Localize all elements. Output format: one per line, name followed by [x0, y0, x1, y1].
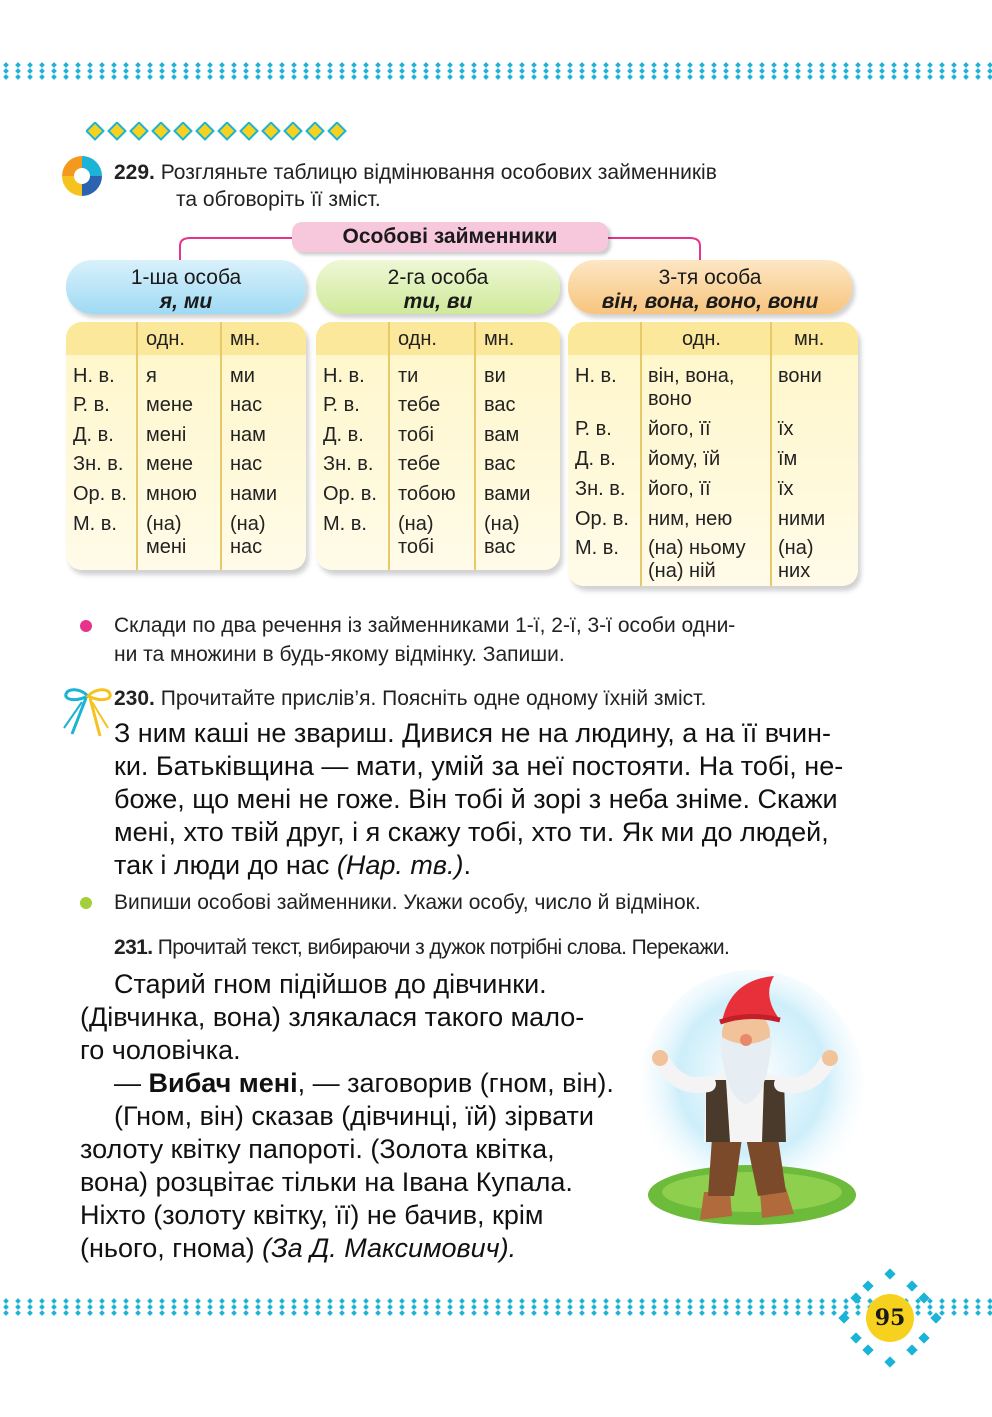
- gnome-illustration: [634, 970, 864, 1232]
- form-plural: ви: [484, 365, 506, 387]
- story-line: вона) розцвітає тільки на Івана Купала.: [80, 1167, 573, 1197]
- case-label: Р. в.: [73, 394, 110, 416]
- case-label: Д. в.: [323, 424, 364, 446]
- case-label: Н. в.: [73, 365, 115, 387]
- exercise-230-prompt: Прочитайте прислів’я. Поясніть одне одному їхній зміст.: [160, 687, 707, 710]
- ribbon-icon: [60, 684, 116, 744]
- exercise-230-number: 230.: [114, 687, 155, 710]
- exercise-229-prompt: Розгляньте таблицю відмінювання особових займенників: [160, 161, 717, 184]
- page-number: 95: [874, 1305, 906, 1331]
- form-singular: (на): [146, 513, 182, 535]
- story-final: (нього, гнома): [80, 1233, 263, 1263]
- case-label: Н. в.: [575, 365, 617, 387]
- form-singular: мені: [146, 424, 187, 446]
- story-dash: —: [114, 1068, 149, 1098]
- exercise-231-prompt: Прочитай текст, вибираючи з дужок потрібні слова. Перекажи.: [157, 936, 730, 959]
- form-singular: йому, їй: [648, 448, 721, 470]
- proverbs-end: .: [463, 850, 471, 880]
- case-label: Ор. в.: [73, 483, 127, 505]
- story-line: золоту квітку папороті. (Золота квітка,: [80, 1134, 555, 1164]
- gnome-story-text: [80, 968, 618, 1265]
- declension-table-second-person: [316, 322, 560, 570]
- col-singular: одн.: [682, 328, 721, 350]
- story-line: Старий гном підійшов до дівчинки.: [114, 969, 547, 999]
- exercise-229-number: 229.: [114, 161, 155, 184]
- form-singular: тобі: [398, 424, 434, 446]
- form-plural: їх: [778, 418, 794, 440]
- story-after-bold: , — заговорив (гном, він).: [297, 1068, 614, 1098]
- form-singular: ти: [398, 365, 419, 387]
- col-singular: одн.: [146, 328, 185, 350]
- group-1-person: 1-ша особа: [130, 266, 242, 289]
- group-3-pronouns: він, вона, воно, вони: [601, 290, 819, 313]
- group-header-second-person: [316, 260, 560, 314]
- form-singular: я: [146, 365, 157, 387]
- form-singular: воно: [648, 388, 692, 410]
- case-label: Р. в.: [323, 394, 360, 416]
- form-plural: їм: [778, 448, 798, 470]
- case-label: М. в.: [73, 513, 117, 535]
- form-plural: (на): [484, 513, 520, 535]
- case-label: Зн. в.: [575, 478, 626, 500]
- proverbs-last-line: так і люди до нас: [114, 850, 337, 880]
- group-2-person: 2-га особа: [387, 266, 489, 289]
- form-plural: ми: [230, 365, 255, 387]
- green-bullet-icon: [80, 897, 92, 909]
- col-plural: мн.: [484, 328, 515, 350]
- form-plural: ними: [778, 508, 826, 530]
- story-line: (Дівчинка, вона) злякалася такого мало-: [80, 1002, 585, 1032]
- col-plural: мн.: [794, 328, 825, 350]
- form-singular: тобі: [398, 536, 434, 558]
- exercise-229-prompt-line2: та обговоріть її зміст.: [176, 188, 381, 211]
- story-line: (Гном, він) сказав (дівчинці, їй) зірвати: [114, 1101, 594, 1131]
- case-label: М. в.: [323, 513, 367, 535]
- story-line: го чоловічка.: [80, 1035, 241, 1065]
- group-header-first-person: [66, 260, 306, 314]
- form-plural: вас: [484, 453, 516, 475]
- declension-table-third-person: [568, 322, 858, 586]
- story-bold-phrase: Вибач мені: [148, 1068, 298, 1098]
- form-plural: них: [778, 560, 811, 582]
- form-plural: нам: [230, 424, 266, 446]
- col-plural: мн.: [230, 328, 261, 350]
- exercise-229-task-line1: Склади по два речення із займенниками 1-ї, 2-ї, 3-ї особи одни-: [114, 614, 736, 637]
- exercise-231-number: 231.: [114, 936, 153, 959]
- case-label: Н. в.: [323, 365, 365, 387]
- form-plural: вас: [484, 394, 516, 416]
- top-ornament-border: [0, 62, 992, 80]
- group-1-pronouns: я, ми: [159, 290, 213, 313]
- case-label: Д. в.: [73, 424, 114, 446]
- case-label: Д. в.: [575, 448, 616, 470]
- form-singular: тобою: [398, 483, 456, 505]
- proverbs-text: [114, 717, 846, 882]
- proverbs-source: (Нар. тв.): [336, 850, 464, 880]
- form-plural: їх: [778, 478, 794, 500]
- group-3-person: 3-тя особа: [658, 266, 762, 289]
- form-plural: (на): [778, 537, 814, 559]
- form-singular: (на): [398, 513, 434, 535]
- form-plural: вони: [778, 365, 822, 387]
- case-label: М. в.: [575, 537, 619, 559]
- case-label: Ор. в.: [323, 483, 377, 505]
- story-line: Ніхто (золоту квітку, її) не бачив, крім: [80, 1200, 544, 1230]
- pink-bullet-icon: [80, 620, 92, 632]
- declension-table-first-person: [66, 322, 306, 570]
- exercise-230-task: Випиши особові займенники. Укажи особу, число й відмінок.: [114, 891, 701, 914]
- proverbs-line: З ним каші не звариш. Дивися не на людину, а на її вчин-: [114, 718, 831, 748]
- group-header-third-person: [568, 260, 852, 314]
- form-singular: ним, нею: [648, 508, 733, 530]
- form-plural: вам: [484, 424, 520, 446]
- form-singular: (на) ньому: [648, 537, 746, 559]
- form-plural: вас: [484, 536, 516, 558]
- form-plural: нами: [230, 483, 278, 505]
- diamond-ornament-row: [86, 122, 358, 142]
- form-singular: мене: [146, 394, 194, 416]
- proverbs-line: боже, що мені не гоже. Він тобі й зорі з неба зніме. Скажи: [114, 784, 838, 814]
- form-plural: (на): [230, 513, 266, 535]
- case-label: Зн. в.: [323, 453, 374, 475]
- discussion-circle-icon: [60, 152, 104, 200]
- form-singular: мене: [146, 453, 194, 475]
- form-singular: мені: [146, 536, 187, 558]
- form-singular: його, її: [648, 478, 711, 500]
- form-singular: тебе: [398, 453, 441, 475]
- proverbs-line: ки. Батьківщина — мати, умій за неї постояти. На тобі, не-: [114, 751, 844, 781]
- case-label: Ор. в.: [575, 508, 629, 530]
- case-label: Зн. в.: [73, 453, 124, 475]
- form-singular: його, її: [648, 418, 711, 440]
- story-source: (За Д. Максимович).: [262, 1233, 517, 1263]
- form-singular: мною: [146, 483, 197, 505]
- form-plural: вами: [484, 483, 531, 505]
- form-singular: (на) ній: [648, 560, 716, 582]
- group-2-pronouns: ти, ви: [403, 290, 473, 313]
- form-plural: нас: [230, 453, 263, 475]
- exercise-229-task-line2: ни та множини в будь-якому відмінку. Запиши.: [114, 643, 565, 666]
- form-singular: тебе: [398, 394, 441, 416]
- table-title: Особові займенники: [292, 222, 608, 252]
- form-plural: нас: [230, 394, 263, 416]
- form-singular: він, вона,: [648, 365, 735, 387]
- col-singular: одн.: [398, 328, 437, 350]
- proverbs-line: мені, хто твій друг, і я скажу тобі, хто ти. Як ми до людей,: [114, 817, 829, 847]
- case-label: Р. в.: [575, 418, 612, 440]
- form-plural: нас: [230, 536, 263, 558]
